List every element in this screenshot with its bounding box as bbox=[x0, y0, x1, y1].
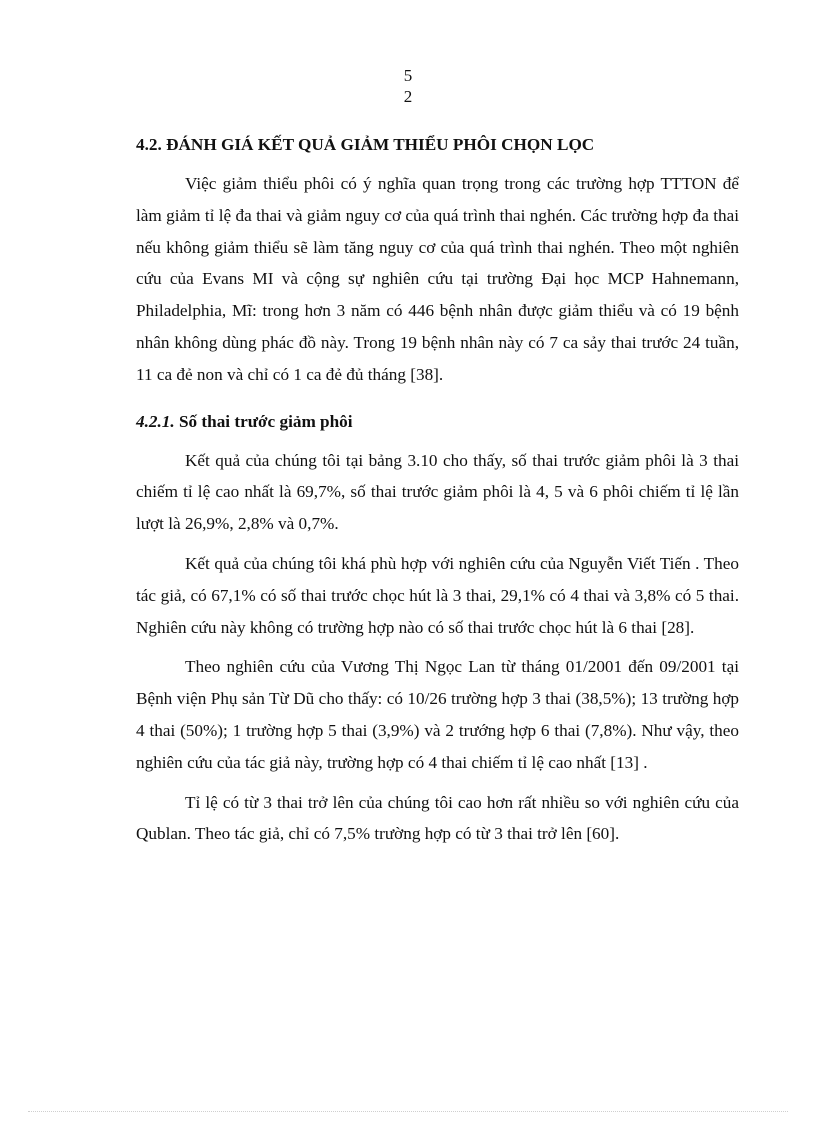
subsection-number: 4.2.1. bbox=[136, 411, 175, 431]
page-bottom-rule bbox=[28, 1111, 788, 1112]
intro-paragraph: Việc giảm thiểu phôi có ý nghĩa quan trọng trong các trường hợp TTTON để làm giảm tỉ lệ đa thai và giảm nguy cơ của quá trình thai nghén. Các trường hợp đa thai nếu không giảm thiểu sẽ làm tăng nguy cơ của quá trình thai nghén. Theo một nghiên cứu của Evans MI và cộng sự nghiên cứu tại trường Đại học MCP Hahnemann, Philadelphia, Mĩ: trong hơn 3 năm có 446 bệnh nhân được giảm thiểu và có 19 bệnh nhân không dùng phác đồ này. Trong 19 bệnh nhân này có 7 ca sảy thai trước 24 tuần, 11 ca đẻ non và chỉ có 1 ca đẻ đủ tháng [38]. bbox=[136, 174, 739, 384]
page-number bbox=[0, 65, 816, 107]
subsection-heading bbox=[136, 411, 739, 433]
subsection-title: Số thai trước giảm phôi bbox=[178, 411, 353, 431]
document-body bbox=[136, 134, 739, 858]
page-number-line-2: 2 bbox=[403, 87, 413, 106]
paragraph-1: Kết quả của chúng tôi tại bảng 3.10 cho thấy, số thai trước giảm phôi là 3 thai chiếm tỉ lệ cao nhất là 69,7%, số thai trước giảm phôi là 4, 5 và 6 phôi chiếm tỉ lệ lần lượt là 26,9%, 2,8% và 0,7%. bbox=[136, 450, 739, 534]
paragraph-4: Tỉ lệ có từ 3 thai trở lên của chúng tôi cao hơn rất nhiều so với nghiên cứu của Qublan. Theo tác giả, chỉ có 7,5% trường hợp có từ 3 thai trở lên [60]. bbox=[136, 792, 739, 844]
page-number-line-1: 5 bbox=[403, 66, 413, 85]
section-heading: 4.2. ĐÁNH GIÁ KẾT QUẢ GIẢM THIỂU PHÔI CHỌN LỌC bbox=[136, 135, 595, 154]
paragraph-3: Theo nghiên cứu của Vương Thị Ngọc Lan từ tháng 01/2001 đến 09/2001 tại Bệnh viện Phụ sản Từ Dũ cho thấy: có 10/26 trường hợp 3 thai (38,5%); 13 trường hợp 4 thai (50%); 1 trường hợp 5 thai (3,9%) và 2 trướng hợp 6 thai (7,8%). Như vậy, theo nghiên cứu của tác giả này, trường hợp có 4 thai chiếm tỉ lệ cao nhất [13] . bbox=[136, 657, 739, 772]
paragraph-2: Kết quả của chúng tôi khá phù hợp với nghiên cứu của Nguyễn Viết Tiến . Theo tác giả, có 67,1% có số thai trước chọc hút là 3 thai, 29,1% có 4 thai và 3,8% có 5 thai. Nghiên cứu này không có trường hợp nào có số thai trước chọc hút là 6 thai [28]. bbox=[136, 553, 739, 637]
